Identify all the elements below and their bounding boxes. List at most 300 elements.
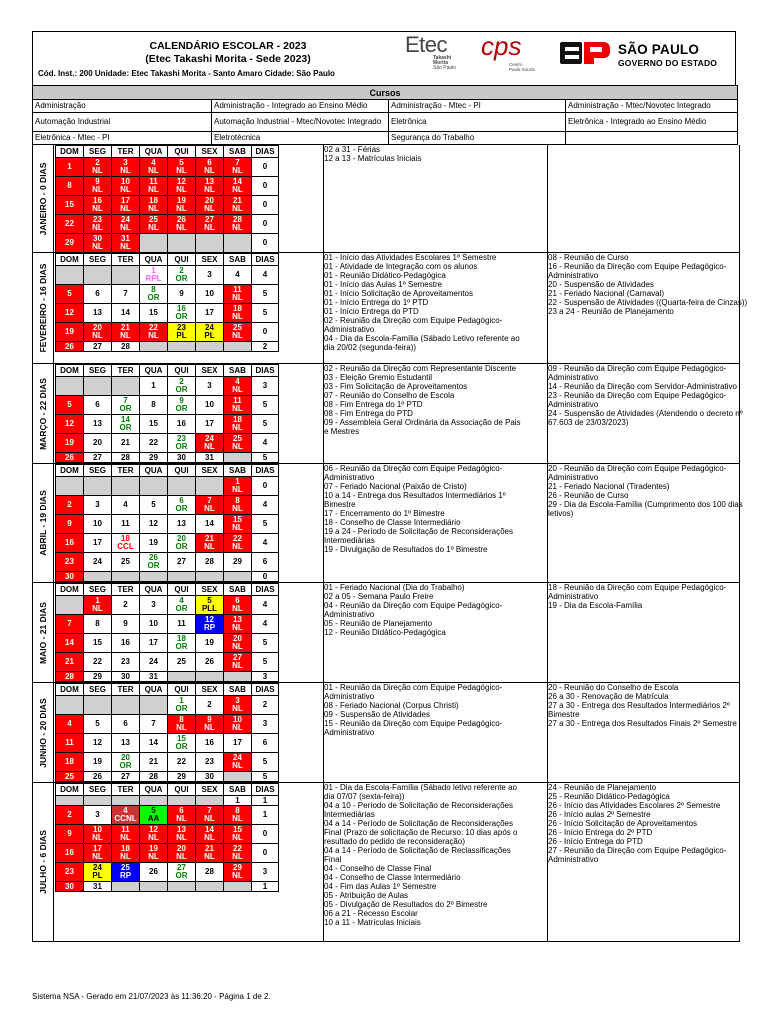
- event-line: 06 - Reunião da Direção com Equipe Pedagógico-: [324, 464, 503, 473]
- course-cell: Administração - Mtec - PI: [389, 100, 566, 113]
- day-cell: 15: [140, 415, 168, 434]
- days-count-cell: 5: [252, 285, 279, 304]
- event-line: Final (Prazo de solicitação de Recurso: 10 dias após o: [324, 828, 518, 837]
- event-line: 01 - Início Solicitação de Aproveitamentos: [324, 289, 473, 298]
- events-left: [323, 464, 546, 582]
- day-cell: [196, 342, 224, 352]
- day-cell: 18 NL: [224, 415, 252, 434]
- day-cell: [84, 477, 112, 496]
- day-cell: [196, 796, 224, 806]
- day-cell: 24: [84, 553, 112, 572]
- weekday-header: DIAS: [252, 146, 279, 158]
- day-cell: 26 OR: [140, 553, 168, 572]
- day-cell: 2: [56, 496, 84, 515]
- day-cell: 13: [84, 415, 112, 434]
- day-cell: [168, 477, 196, 496]
- weekday-header: DOM: [56, 465, 84, 477]
- day-cell: 10 NL: [84, 825, 112, 844]
- day-cell: 4: [112, 496, 140, 515]
- day-cell: 5: [56, 285, 84, 304]
- day-cell: 7: [140, 715, 168, 734]
- day-cell: 6 NL: [224, 596, 252, 615]
- days-count-cell: 5: [252, 634, 279, 653]
- day-cell: [140, 342, 168, 352]
- calendar-page: [32, 31, 748, 942]
- day-cell: 16: [168, 415, 196, 434]
- events-left: [323, 253, 546, 363]
- event-line: 26 - Início das Atividades Escolares 2º Semestre: [548, 801, 721, 810]
- day-cell: 3: [84, 806, 112, 825]
- days-count-cell: 5: [252, 453, 279, 463]
- event-line: 04 - Reunião da Direção com Equipe Pedagógico-: [324, 601, 503, 610]
- day-cell: 12: [140, 515, 168, 534]
- month-label: JANEIRO - 0 DIAS: [33, 145, 54, 252]
- day-cell: 18 NL: [140, 196, 168, 215]
- weekday-header: SAB: [224, 465, 252, 477]
- day-cell: 4 NL: [224, 377, 252, 396]
- day-cell: [196, 234, 224, 253]
- day-cell: 23: [56, 863, 84, 882]
- day-cell: 14 OR: [112, 415, 140, 434]
- event-line: 04 a 14 - Período de Solicitação de Reclassificações: [324, 846, 511, 855]
- day-cell: 4: [56, 715, 84, 734]
- day-cell: 18 OR: [168, 634, 196, 653]
- day-cell: 15: [140, 304, 168, 323]
- day-cell: 15: [84, 634, 112, 653]
- day-cell: 4 CCNL: [112, 806, 140, 825]
- day-cell: 25 RP: [112, 863, 140, 882]
- month-calendar: [55, 583, 279, 682]
- days-count-cell: 6: [252, 734, 279, 753]
- event-line: e Mestres: [324, 427, 360, 436]
- event-line: 04 a 14 - Período de Solicitação de Reconsiderações: [324, 819, 514, 828]
- weekday-header: SEG: [84, 784, 112, 796]
- day-cell: [168, 672, 196, 682]
- event-line: Intermediárias: [324, 536, 375, 545]
- days-count-cell: 4: [252, 615, 279, 634]
- day-cell: 13 NL: [224, 615, 252, 634]
- day-cell: 21: [140, 753, 168, 772]
- weekday-header: DIAS: [252, 465, 279, 477]
- days-count-cell: 3: [252, 377, 279, 396]
- days-count-cell: 0: [252, 196, 279, 215]
- day-cell: 16 NL: [84, 196, 112, 215]
- day-cell: 7 NL: [224, 158, 252, 177]
- day-cell: [196, 572, 224, 582]
- day-cell: [168, 572, 196, 582]
- weekday-header: QUA: [140, 465, 168, 477]
- day-cell: 21: [112, 434, 140, 453]
- event-line: 26 a 30 - Renovação de Matrícula: [548, 692, 669, 701]
- event-line: 09 - Suspensão de Atividades: [324, 710, 430, 719]
- weekday-header: TER: [112, 146, 140, 158]
- day-cell: 30: [196, 772, 224, 782]
- day-cell: [168, 234, 196, 253]
- month-label: MAIO - 21 DIAS: [33, 583, 54, 682]
- weekday-header: DIAS: [252, 365, 279, 377]
- day-cell: 1 OR: [168, 696, 196, 715]
- weekday-header: DIAS: [252, 784, 279, 796]
- event-line: 15 - Reunião da Direção com Equipe Pedagógico-: [324, 719, 503, 728]
- weekday-header: DOM: [56, 254, 84, 266]
- day-cell: 8: [140, 396, 168, 415]
- day-cell: 4 NL: [140, 158, 168, 177]
- event-line: 06 a 21 - Recesso Escolar: [324, 909, 418, 918]
- event-line: Administrativo: [324, 325, 375, 334]
- day-cell: 16: [56, 844, 84, 863]
- month-block-april: [32, 464, 743, 583]
- event-line: 02 a 05 - Semana Paulo Freire: [324, 592, 434, 601]
- event-line: 16 - Reunião da Direção com Equipe Pedagógico-: [548, 262, 727, 271]
- day-cell: 24: [140, 653, 168, 672]
- day-cell: [84, 377, 112, 396]
- day-cell: 1: [56, 158, 84, 177]
- weekday-header: SEX: [196, 465, 224, 477]
- event-line: Bimestre: [548, 710, 580, 719]
- event-line: 23 - Reunião da Direção com Equipe Pedagógico-: [548, 391, 727, 400]
- day-cell: 26: [56, 342, 84, 352]
- day-cell: 6 NL: [196, 158, 224, 177]
- day-cell: 31 NL: [112, 234, 140, 253]
- month-block-july: [32, 783, 740, 942]
- events-right: [547, 464, 743, 582]
- day-cell: 9 NL: [84, 177, 112, 196]
- day-cell: 29 NL: [224, 863, 252, 882]
- day-cell: 27: [84, 342, 112, 352]
- day-cell: 28: [112, 342, 140, 352]
- courses-table: [32, 85, 738, 145]
- day-cell: 30: [168, 453, 196, 463]
- day-cell: [140, 882, 168, 892]
- event-line: 22 - Suspensão de Atividades ((Quarta-feira de Cinzas)): [548, 298, 748, 307]
- weekday-header: SAB: [224, 784, 252, 796]
- day-cell: 25 NL: [224, 323, 252, 342]
- days-count-cell: 2: [252, 696, 279, 715]
- footer-text: Sistema NSA - Gerado em 21/07/2023 às 11:36:20 - Página 1 de 2.: [32, 992, 271, 1001]
- day-cell: 6: [112, 715, 140, 734]
- day-cell: 1 RPL: [140, 266, 168, 285]
- day-cell: 28: [140, 772, 168, 782]
- event-line: 01 - Dia da Escola-Família (Sábado letivo referente ao: [324, 783, 517, 792]
- event-line: 01 - Início Entrega do PTD: [324, 307, 419, 316]
- day-cell: 20 NL: [168, 844, 196, 863]
- day-cell: 19: [196, 634, 224, 653]
- events-right: [547, 783, 738, 941]
- event-line: 26 - Reunião de Curso: [548, 491, 629, 500]
- weekday-header: QUI: [168, 784, 196, 796]
- event-line: 21 - Feriado Nacional (Tiradentes): [548, 482, 670, 491]
- day-cell: 21 NL: [196, 844, 224, 863]
- day-cell: 19: [140, 534, 168, 553]
- days-count-cell: 5: [252, 515, 279, 534]
- course-cell: Eletrotécnica: [212, 132, 389, 145]
- day-cell: 3: [196, 266, 224, 285]
- weekday-header: TER: [112, 584, 140, 596]
- days-count-cell: 5: [252, 753, 279, 772]
- weekday-header: SEG: [84, 365, 112, 377]
- day-cell: 14 NL: [196, 825, 224, 844]
- event-line: 04 - Conselho de Classe Intermediário: [324, 873, 461, 882]
- day-cell: [112, 572, 140, 582]
- day-cell: 22: [56, 215, 84, 234]
- day-cell: 11: [168, 615, 196, 634]
- day-cell: 15 NL: [224, 825, 252, 844]
- day-cell: 24 PL: [84, 863, 112, 882]
- day-cell: 2: [196, 696, 224, 715]
- events-right: [547, 683, 738, 782]
- day-cell: [112, 796, 140, 806]
- day-cell: 18 NL: [112, 844, 140, 863]
- events-left: [323, 583, 546, 682]
- month-label: MARÇO - 22 DIAS: [33, 364, 54, 463]
- day-cell: 11 NL: [224, 285, 252, 304]
- weekday-header: SAB: [224, 584, 252, 596]
- events-left: [323, 364, 546, 463]
- day-cell: 30 NL: [84, 234, 112, 253]
- day-cell: [112, 696, 140, 715]
- days-count-cell: 4: [252, 534, 279, 553]
- weekday-header: QUI: [168, 254, 196, 266]
- days-count-cell: 3: [252, 715, 279, 734]
- event-line: 07 - Reunião do Conselho de Escola: [324, 391, 455, 400]
- day-cell: 17: [140, 634, 168, 653]
- day-cell: 15 NL: [224, 515, 252, 534]
- day-cell: 28 NL: [224, 215, 252, 234]
- weekday-header: DOM: [56, 365, 84, 377]
- day-cell: [56, 696, 84, 715]
- event-line: 02 a 31 - Férias: [324, 145, 381, 154]
- calendar-header: [32, 31, 736, 85]
- days-count-cell: 0: [252, 177, 279, 196]
- courses-title: Cursos: [33, 86, 738, 100]
- day-cell: 23: [112, 653, 140, 672]
- event-line: 01 - Início das Atividades Escolares 1º Semestre: [324, 253, 497, 262]
- day-cell: 3: [140, 596, 168, 615]
- weekday-header: TER: [112, 684, 140, 696]
- day-cell: [84, 572, 112, 582]
- weekday-header: SEG: [84, 254, 112, 266]
- day-cell: [224, 672, 252, 682]
- month-block-march: [32, 364, 743, 464]
- weekday-header: QUA: [140, 784, 168, 796]
- event-line: 26 - Início Entrega do 2º PTD: [548, 828, 653, 837]
- day-cell: 25 NL: [140, 215, 168, 234]
- weekday-header: SEG: [84, 465, 112, 477]
- event-line: 12 a 13 - Matrículas Iniciais: [324, 154, 422, 163]
- month-calendar: [55, 253, 279, 352]
- days-count-cell: 0: [252, 825, 279, 844]
- event-line: Administrativo: [324, 728, 375, 737]
- weekday-header: SAB: [224, 365, 252, 377]
- month-calendar: [55, 783, 279, 892]
- day-cell: 1 NL: [224, 477, 252, 496]
- course-cell: [566, 132, 738, 145]
- day-cell: 11 NL: [112, 825, 140, 844]
- day-cell: 9: [56, 825, 84, 844]
- days-count-cell: 0: [252, 215, 279, 234]
- day-cell: 12 NL: [168, 177, 196, 196]
- weekday-header: QUI: [168, 365, 196, 377]
- day-cell: 19: [56, 434, 84, 453]
- day-cell: 11 NL: [140, 177, 168, 196]
- day-cell: 31: [196, 453, 224, 463]
- day-cell: 12 RP: [196, 615, 224, 634]
- weekday-header: SEG: [84, 584, 112, 596]
- day-cell: 23: [196, 753, 224, 772]
- event-line: 04 a 10 - Período de Solicitação de Reconsiderações: [324, 801, 514, 810]
- day-cell: 7 NL: [196, 806, 224, 825]
- day-cell: 28: [196, 553, 224, 572]
- day-cell: 28: [112, 453, 140, 463]
- calendar-subtitle: (Etec Takashi Morita - Sede 2023): [145, 53, 311, 65]
- etec-logo: Etec Takashi Morita São Paulo: [405, 32, 457, 71]
- day-cell: 21 NL: [196, 534, 224, 553]
- event-line: 26 - Início aulas 2º Semestre: [548, 810, 651, 819]
- day-cell: [112, 882, 140, 892]
- event-line: dia 20/02 (segunda-feira)): [324, 343, 417, 352]
- weekday-header: SAB: [224, 684, 252, 696]
- weekday-header: TER: [112, 465, 140, 477]
- weekday-header: DOM: [56, 584, 84, 596]
- day-cell: [84, 696, 112, 715]
- day-cell: [140, 796, 168, 806]
- events-right: [547, 583, 738, 682]
- day-cell: [224, 342, 252, 352]
- day-cell: [112, 477, 140, 496]
- events-left: [323, 783, 546, 941]
- day-cell: 29: [168, 772, 196, 782]
- weekday-header: QUI: [168, 584, 196, 596]
- event-line: 09 - Assembleia Geral Ordinária da Associação de Pais: [324, 418, 521, 427]
- day-cell: 22 NL: [140, 323, 168, 342]
- days-count-cell: 3: [252, 863, 279, 882]
- event-line: 27 a 30 - Entrega dos Resultados Finais 2º Semestre: [548, 719, 737, 728]
- day-cell: 3 NL: [224, 696, 252, 715]
- days-count-cell: 5: [252, 415, 279, 434]
- day-cell: [168, 882, 196, 892]
- event-line: 26 - Início Solicitação de Aproveitamentos: [548, 819, 697, 828]
- event-line: 20 - Reunião do Conselho de Escola: [548, 683, 679, 692]
- day-cell: 22 NL: [224, 534, 252, 553]
- weekday-header: QUI: [168, 684, 196, 696]
- day-cell: 21 NL: [112, 323, 140, 342]
- day-cell: 5: [140, 496, 168, 515]
- days-count-cell: 5: [252, 304, 279, 323]
- event-line: Final: [324, 855, 342, 864]
- event-line: resultado do pedido de reconsideração): [324, 837, 465, 846]
- day-cell: 5 NL: [168, 158, 196, 177]
- days-count-cell: 0: [252, 234, 279, 253]
- month-block-february: [32, 253, 748, 364]
- day-cell: 14: [140, 734, 168, 753]
- day-cell: 20 NL: [196, 196, 224, 215]
- day-cell: 27 NL: [224, 653, 252, 672]
- days-count-cell: 0: [252, 158, 279, 177]
- month-calendar: [55, 364, 279, 463]
- day-cell: 26: [196, 653, 224, 672]
- day-cell: 31: [84, 882, 112, 892]
- days-count-cell: 6: [252, 553, 279, 572]
- day-cell: 11: [56, 734, 84, 753]
- weekday-header: SAB: [224, 254, 252, 266]
- day-cell: 22: [168, 753, 196, 772]
- days-count-cell: 2: [252, 342, 279, 352]
- day-cell: 4 OR: [168, 596, 196, 615]
- event-line: Administrativo: [324, 473, 375, 482]
- day-cell: 8: [84, 615, 112, 634]
- day-cell: 19 NL: [168, 196, 196, 215]
- day-cell: 22: [84, 653, 112, 672]
- day-cell: 2 NL: [84, 158, 112, 177]
- day-cell: 27 NL: [196, 215, 224, 234]
- calendar-title: CALENDÁRIO ESCOLAR - 2023: [149, 40, 307, 52]
- sp-emblem-icon: [560, 42, 610, 64]
- day-cell: 26: [140, 863, 168, 882]
- event-line: 04 - Dia da Escola-Família (Sábado Letivo referente ao: [324, 334, 520, 343]
- course-cell: Automação Industrial: [33, 113, 212, 132]
- day-cell: 20: [84, 434, 112, 453]
- days-count-cell: 4: [252, 596, 279, 615]
- day-cell: 23 PL: [168, 323, 196, 342]
- day-cell: 21 NL: [224, 196, 252, 215]
- day-cell: 13: [84, 304, 112, 323]
- event-line: 20 - Suspensão de Atividades: [548, 280, 654, 289]
- day-cell: 26: [56, 453, 84, 463]
- day-cell: 12 NL: [140, 825, 168, 844]
- event-line: 18 - Reunião da Direção com Equipe Pedagógico-: [548, 583, 727, 592]
- day-cell: 5 PLL: [196, 596, 224, 615]
- weekday-header: QUA: [140, 365, 168, 377]
- institution-info: Cód. Inst.: 200 Unidade: Etec Takashi Morita - Santo Amaro Cidade: São Paulo: [38, 69, 335, 78]
- day-cell: [196, 882, 224, 892]
- event-line: 21 - Feriado Nacional (Carnaval): [548, 289, 665, 298]
- day-cell: 23 NL: [84, 215, 112, 234]
- day-cell: 24 NL: [112, 215, 140, 234]
- event-line: 01 - Início Entrega do 1º PTD: [324, 298, 429, 307]
- day-cell: 13 NL: [196, 177, 224, 196]
- weekday-header: SEX: [196, 254, 224, 266]
- day-cell: 2 OR: [168, 266, 196, 285]
- day-cell: 13 NL: [168, 825, 196, 844]
- day-cell: 20 OR: [112, 753, 140, 772]
- event-line: 05 - Divulgação de Resultados do 2º Bimestre: [324, 900, 488, 909]
- weekday-header: DOM: [56, 146, 84, 158]
- day-cell: 7: [56, 615, 84, 634]
- day-cell: [140, 572, 168, 582]
- day-cell: [56, 477, 84, 496]
- weekday-header: DOM: [56, 784, 84, 796]
- month-calendar: [55, 683, 279, 782]
- weekday-header: SEX: [196, 784, 224, 796]
- event-line: 01 - Reunião Didático-Pedagógica: [324, 271, 446, 280]
- event-line: 26 - Início Entrega do PTD: [548, 837, 643, 846]
- day-cell: [224, 453, 252, 463]
- day-cell: 14: [196, 515, 224, 534]
- days-count-cell: 0: [252, 477, 279, 496]
- event-line: Administrativo: [548, 271, 599, 280]
- event-line: 20 - Reunião da Direção com Equipe Pedagógico-: [548, 464, 727, 473]
- day-cell: [196, 477, 224, 496]
- month-block-january: [32, 145, 740, 253]
- event-line: Administrativo: [548, 400, 599, 409]
- day-cell: 5: [84, 715, 112, 734]
- event-line: 27 - Reunião da Direção com Equipe Pedagógico-: [548, 846, 727, 855]
- weekday-header: SEX: [196, 365, 224, 377]
- event-line: 24 - Suspensão de Atividades (Atendendo o decreto nº: [548, 409, 743, 418]
- weekday-header: QUA: [140, 254, 168, 266]
- day-cell: 19 NL: [140, 844, 168, 863]
- event-line: 03 - Fim Solicitação de Aproveitamentos: [324, 382, 468, 391]
